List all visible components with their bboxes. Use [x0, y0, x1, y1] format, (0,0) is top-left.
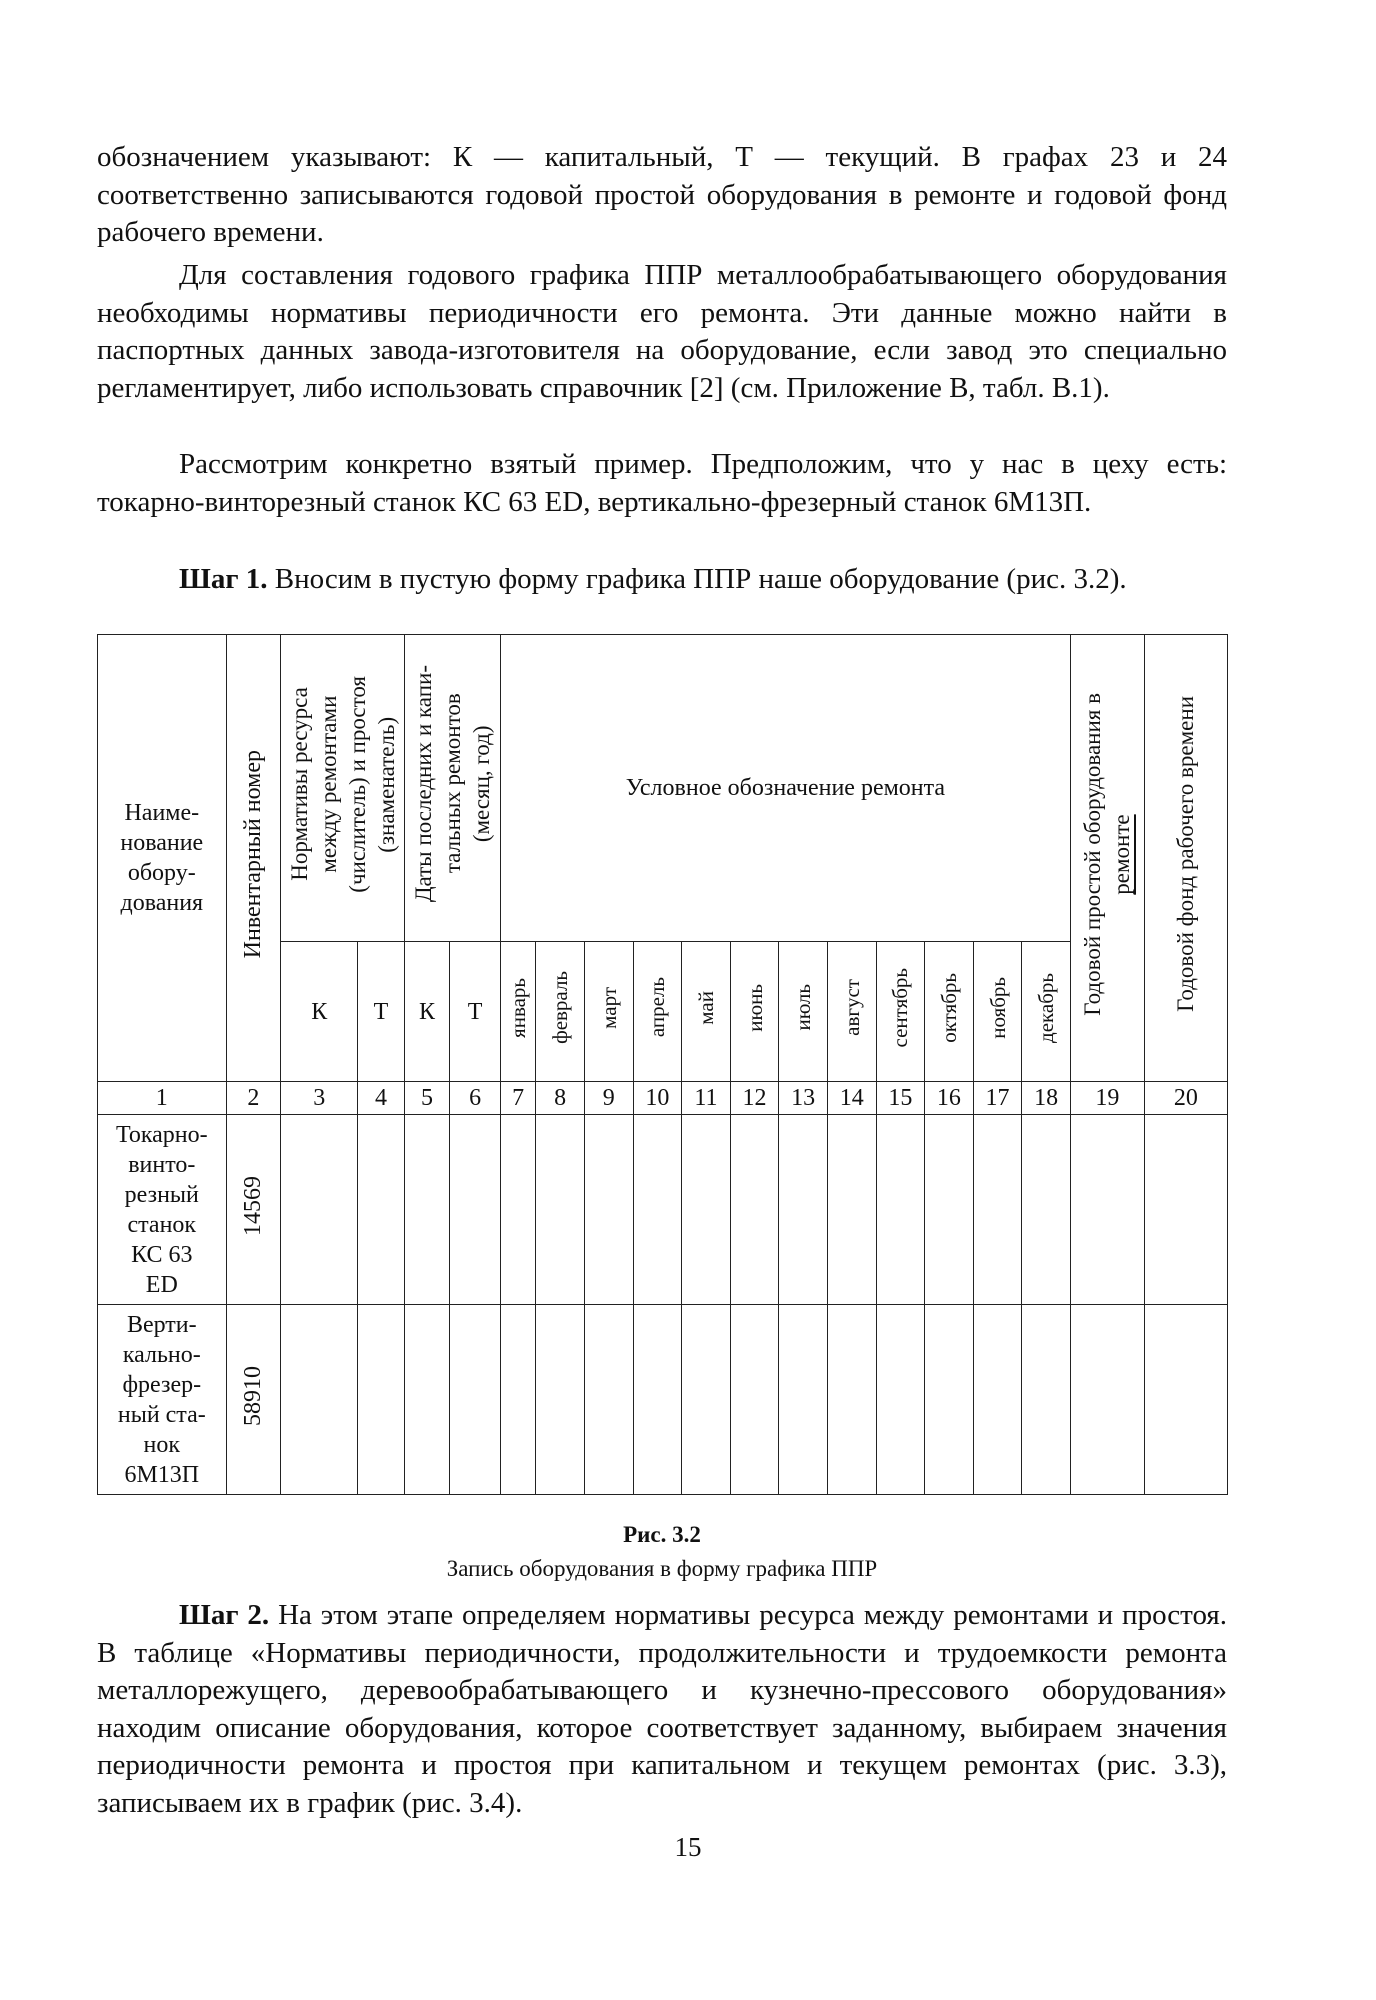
empty-cell [730, 1305, 779, 1495]
empty-cell [779, 1115, 828, 1305]
header-last-repair-dates: Даты последних и капи- тальных ремонтов (месяц, год) [404, 635, 500, 942]
empty-cell [281, 1305, 358, 1495]
col-num: 16 [925, 1082, 974, 1115]
step-1-text: Вносим в пустую форму графика ППР наше оборудование (рис. 3.2). [267, 563, 1127, 595]
step-1-label: Шаг 1. [179, 563, 268, 595]
month-oct: октябрь [925, 942, 974, 1082]
header-inventory-number: Инвентарный номер [226, 635, 281, 1082]
empty-cell [584, 1115, 633, 1305]
table-row [98, 1305, 1228, 1495]
header-annual-downtime: Годовой простой оборудования в ремонте [1070, 635, 1144, 1082]
empty-cell [404, 1305, 450, 1495]
paragraph-step-2 [97, 1597, 1227, 1822]
col-num: 2 [226, 1082, 281, 1115]
empty-cell [584, 1305, 633, 1495]
col-num: 15 [876, 1082, 925, 1115]
paragraph-1: обозначением указывают: К — капитальный, Т — текущий. В графах 23 и 24 соответственно записываются годовой простой оборудования в ремонте и годовой фонд рабочего времени. [97, 141, 1227, 248]
empty-cell [633, 1305, 682, 1495]
empty-cell [876, 1305, 925, 1495]
col-num: 11 [682, 1082, 731, 1115]
empty-cell [682, 1305, 731, 1495]
empty-cell [500, 1305, 535, 1495]
empty-cell [730, 1115, 779, 1305]
empty-cell [404, 1115, 450, 1305]
col-num: 1 [98, 1082, 227, 1115]
month-dec: декабрь [1022, 942, 1071, 1082]
empty-cell [633, 1115, 682, 1305]
col-num: 9 [584, 1082, 633, 1115]
col-num: 19 [1070, 1082, 1144, 1115]
inventory-number: 14569 [226, 1115, 281, 1305]
empty-cell [973, 1305, 1022, 1495]
col-num: 13 [779, 1082, 828, 1115]
empty-cell [281, 1115, 358, 1305]
empty-cell [779, 1305, 828, 1495]
month-sep: сентябрь [876, 942, 925, 1082]
empty-cell [1144, 1115, 1227, 1305]
col-num: 10 [633, 1082, 682, 1115]
empty-cell [450, 1305, 501, 1495]
paragraph-step-1 [97, 561, 1227, 599]
empty-cell [1022, 1305, 1071, 1495]
equipment-name: Токарно- винто- резный станок КС 63 ED [98, 1115, 227, 1305]
table-row [98, 1115, 1228, 1305]
header-annual-time-fund: Годовой фонд рабочего времени [1144, 635, 1227, 1082]
page-number: 15 [674, 1832, 702, 1862]
empty-cell [925, 1305, 974, 1495]
empty-cell [358, 1115, 405, 1305]
step-2-text: На этом этапе определяем нормативы ресурса между ремонтами и простоя. В таблице «Нормативы периодичности, продолжительности и трудоемкости ремонта металлорежущего, деревообрабатывающего и кузнечно-прессового оборудования» находим описание оборудования, которое соответствует заданному, выбираем значения периодичности ремонта и простоя при капитальном и текущем ремонтах (рис. 3.3), записываем их в график (рис. 3.4). [97, 1599, 1227, 1819]
month-jul: июль [779, 942, 828, 1082]
header-norms: Нормативы ресурса между ремонтами (числитель) и простоя (знаменатель) [281, 635, 405, 942]
step-2-label: Шаг 2. [179, 1599, 270, 1631]
ppr-schedule-table [97, 634, 1228, 1495]
empty-cell [1144, 1305, 1227, 1495]
month-aug: август [827, 942, 876, 1082]
col-num: 4 [358, 1082, 405, 1115]
month-apr: апрель [633, 942, 682, 1082]
subheader-t-2: Т [450, 942, 501, 1082]
empty-cell [536, 1115, 585, 1305]
col-num: 8 [536, 1082, 585, 1115]
empty-cell [500, 1115, 535, 1305]
empty-cell [827, 1115, 876, 1305]
empty-cell [450, 1115, 501, 1305]
col-num: 6 [450, 1082, 501, 1115]
subheader-t-1: Т [358, 942, 405, 1082]
inventory-number: 58910 [226, 1305, 281, 1495]
subheader-k-1: К [281, 942, 358, 1082]
empty-cell [973, 1115, 1022, 1305]
col-num: 3 [281, 1082, 358, 1115]
subheader-k-2: К [404, 942, 450, 1082]
empty-cell [925, 1115, 974, 1305]
empty-cell [1022, 1115, 1071, 1305]
empty-cell [358, 1305, 405, 1495]
col-num: 7 [500, 1082, 535, 1115]
col-num: 18 [1022, 1082, 1071, 1115]
equipment-name: Верти- кально- фрезер- ный ста- нок 6М13П [98, 1305, 227, 1495]
header-equipment-name: Наиме- нование обору- дования [98, 635, 227, 1082]
empty-cell [827, 1305, 876, 1495]
col-num: 5 [404, 1082, 450, 1115]
month-nov: ноябрь [973, 942, 1022, 1082]
month-may: май [682, 942, 731, 1082]
month-jun: июнь [730, 942, 779, 1082]
empty-cell [536, 1305, 585, 1495]
paragraph-2: Для составления годового графика ППР металлообрабатывающего оборудования необходимы нормативы периодичности его ремонта. Эти данные можно найти в паспортных данных завода-изготовителя на оборудование, если завод это специально регламентирует, либо использовать справочник [2] (см. Приложение В, табл. В.1). [97, 259, 1227, 404]
month-feb: февраль [536, 942, 585, 1082]
month-mar: март [584, 942, 633, 1082]
header-repair-designation: Условное обозначение ремонта [500, 635, 1070, 942]
month-jan: январь [500, 942, 535, 1082]
column-numbers-row [98, 1082, 1228, 1115]
figure-caption-title: Рис. 3.2 [623, 1522, 701, 1547]
empty-cell [1070, 1305, 1144, 1495]
empty-cell [682, 1115, 731, 1305]
figure-caption-text: Запись оборудования в форму графика ППР [446, 1556, 878, 1581]
empty-cell [876, 1115, 925, 1305]
col-num: 20 [1144, 1082, 1227, 1115]
empty-cell [1070, 1115, 1144, 1305]
col-num: 12 [730, 1082, 779, 1115]
paragraph-3: Рассмотрим конкретно взятый пример. Предположим, что у нас в цеху есть: токарно-винторезный станок КС 63 ED, вертикально-фрезерный станок 6М13П. [97, 448, 1227, 518]
col-num: 14 [827, 1082, 876, 1115]
col-num: 17 [973, 1082, 1022, 1115]
